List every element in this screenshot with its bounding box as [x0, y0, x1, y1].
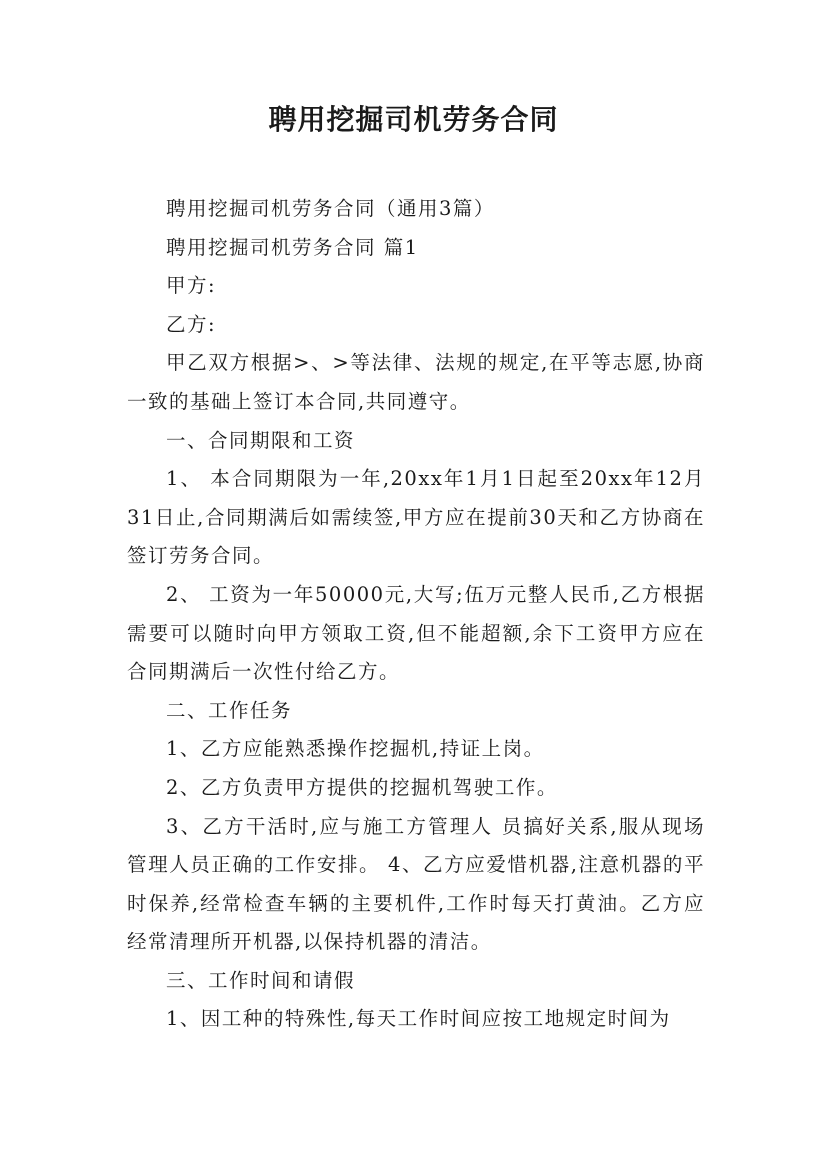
paragraph-subtitle: 聘用挖掘司机劳务合同（通用3篇）: [166, 197, 495, 220]
paragraph-section-heading: 聘用挖掘司机劳务合同 篇1: [166, 235, 419, 259]
paragraph-clause: 2、 工资为一年50000元,大写;伍万元整人民币,乙方根据需要可以随时向甲方领取工资,但不能超额,余下工资甲方应在合同期满后一次性付给乙方。: [127, 582, 705, 684]
paragraph-clause: 1、 本合同期限为一年,20xx年1月1日起至20xx年12月31日止,合同期满后如需续签,甲方应在提前30天和乙方协商在签订劳务合同。: [127, 467, 705, 568]
paragraph-clause: 1、乙方应能熟悉操作挖掘机,持证上岗。: [166, 737, 545, 761]
paragraph-clause: 3、乙方干活时,应与施工方管理人 员搞好关系,服从现场管理人员正确的工作安排。 4、乙方应爱惜机器,注意机器的平时保养,经常检查车辆的主要机件,工作时每天打黄油。乙方应经常清理所开机器,以保持机器的清洁。: [127, 814, 705, 954]
paragraph-heading-term-wage: 一、合同期限和工资: [166, 428, 356, 452]
paragraph-clause: 2、乙方负责甲方提供的挖掘机驾驶工作。: [166, 775, 558, 799]
paragraph-heading-tasks: 二、工作任务: [166, 698, 293, 722]
paragraph-party-b: 乙方:: [166, 312, 217, 336]
document-body: [127, 190, 705, 1039]
paragraph-clause: 1、因工种的特殊性,每天工作时间应按工地规定时间为: [166, 1007, 671, 1031]
paragraph-heading-hours-leave: 三、工作时间和请假: [166, 968, 356, 992]
paragraph-preamble: 甲乙双方根据>、>等法律、法规的规定,在平等志愿,协商一致的基础上签订本合同,共同遵守。: [127, 351, 705, 413]
document-title: 聘用挖掘司机劳务合同: [268, 103, 559, 136]
paragraph-party-a: 甲方:: [166, 274, 217, 298]
